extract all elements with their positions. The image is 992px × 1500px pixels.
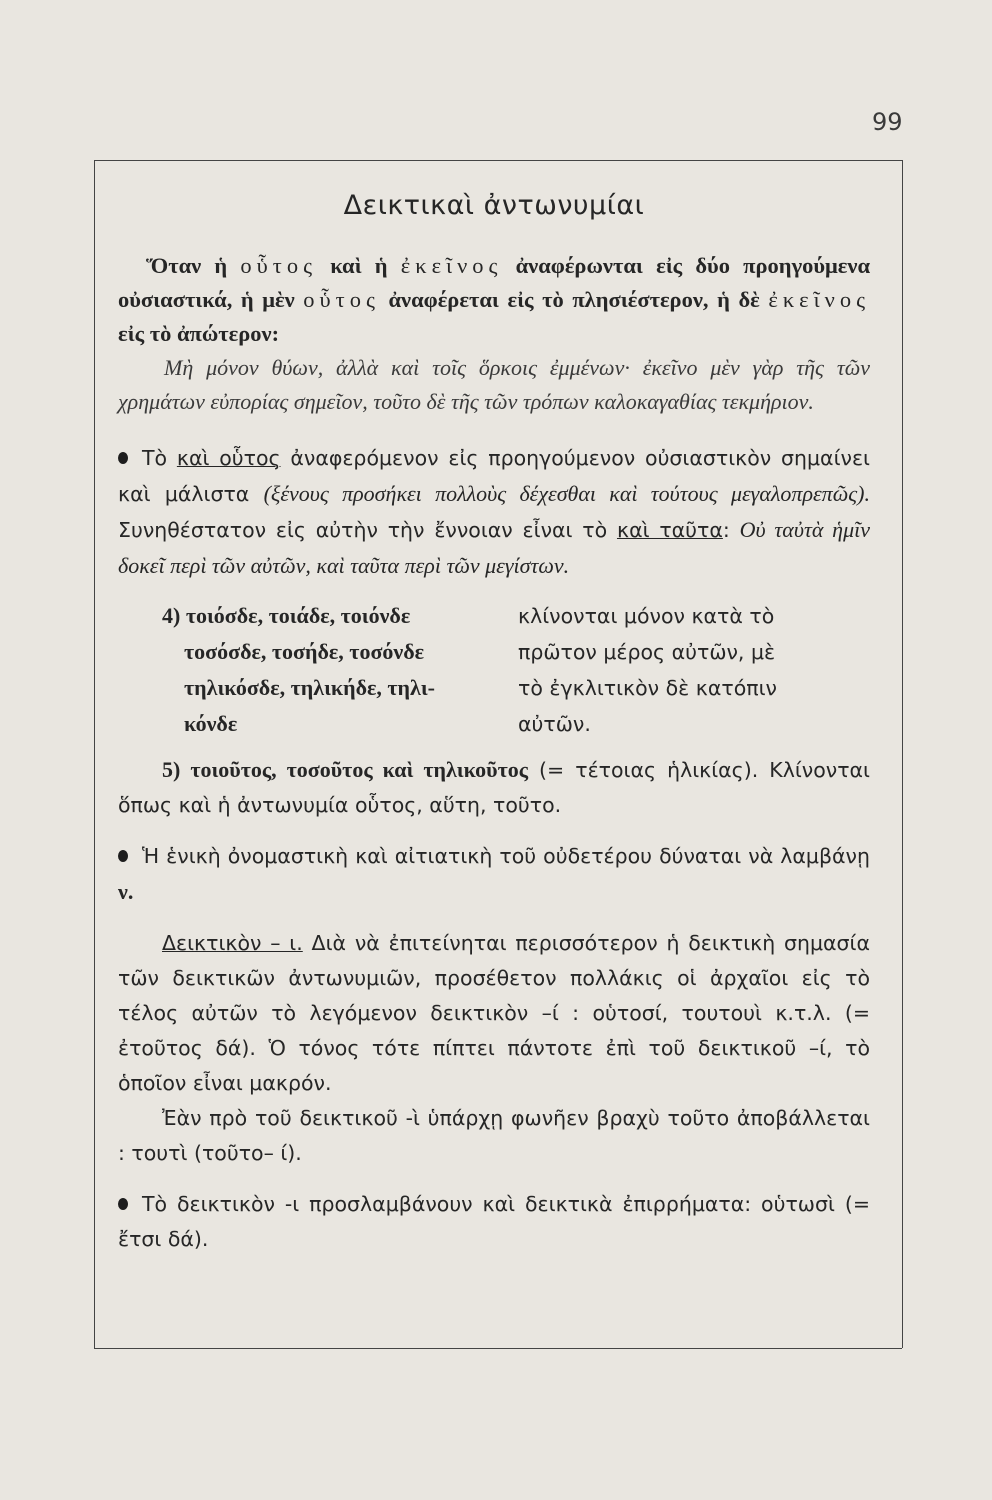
explanation-line: τὸ ἐγκλιτικὸν δὲ κατόπιν xyxy=(518,676,777,700)
bold-letter: ν. xyxy=(118,879,134,904)
explanation-line: κλίνονται μόνον κατὰ τὸ xyxy=(518,604,775,628)
note-text: Τὸ δεικτικὸν -ι προσλαμβάνουν καὶ δεικτικὰ ἐπιρρήματα: οὑτωσὶ (= ἔτσι δά). xyxy=(118,1192,870,1251)
note-text: Ἡ ἑνικὴ ὀνομαστικὴ καὶ αἰτιατικὴ τοῦ οὐδετέρου δύναται νὰ λαμβάνῃ xyxy=(142,844,870,868)
spaced-word: ἐκεῖνος xyxy=(768,287,870,312)
note-kai-houtos xyxy=(118,441,870,584)
rule-text: εἰς τὸ ἀπώτερον: xyxy=(118,321,280,346)
rule-text: ἀναφέρεται εἰς τὸ πλησιέστερον, ἡ δὲ xyxy=(379,287,769,312)
note-text: Συνηθέστατον εἰς αὐτὴν τὴν ἔννοιαν εἶναι τὸ xyxy=(118,518,617,542)
deiktikon-label: Δεικτικὸν – ι. xyxy=(162,931,303,955)
spaced-word: ἐκεῖνος xyxy=(400,253,503,278)
item-4 xyxy=(118,598,870,742)
frame-left xyxy=(94,160,95,1348)
note-text: ἀναφερόμενον εἰς προηγούμενον οὐσιαστικὸν σημαίνει καὶ μάλιστα xyxy=(118,446,870,506)
deiktikon-text: Ἐὰν πρὸ τοῦ δεικτικοῦ -ὶ ὑπάρχῃ φωνῆεν βραχὺ τοῦτο ἀποβάλλεται : τουτὶ (τοῦτο– ί). xyxy=(118,1106,870,1165)
spaced-word: οὗτος xyxy=(303,287,380,312)
rule-text: Ὅταν ἡ xyxy=(146,253,241,278)
italic-example: (ξένους προσήκει πολλοὺς δέχεσθαι καὶ τούτους μεγαλοπρεπῶς). xyxy=(263,481,870,506)
deiktikon-paragraph-2 xyxy=(118,1101,870,1171)
note-adverbs xyxy=(118,1187,870,1257)
underlined-phrase: καὶ ταῦτα xyxy=(616,518,723,542)
frame-bottom xyxy=(94,1348,902,1349)
note-neuter xyxy=(118,839,870,910)
underlined-phrase: καὶ οὗτος xyxy=(176,446,281,470)
explanation-line: πρῶτον μέρος αὐτῶν, μὲ xyxy=(518,640,776,664)
explanation-line: αὐτῶν. xyxy=(518,712,591,736)
item-5-forms: 5) τοιοῦτος, τοσοῦτος καὶ τηλικοῦτος xyxy=(162,757,529,782)
bullet-icon xyxy=(118,1198,128,1210)
page-number: 99 xyxy=(872,108,903,136)
form-line: τηλικόσδε, τηλικήδε, τηλι- xyxy=(184,675,436,700)
form-line: 4) τοιόσδε, τοιάδε, τοιόνδε xyxy=(162,603,411,628)
italic-example: Οὐ ταὐτὰ ἡμῖν δοκεῖ περὶ τῶν αὐτῶν, καὶ ταῦτα περὶ τῶν μεγίστων. xyxy=(118,517,870,578)
frame-top xyxy=(94,160,902,161)
note-text: : xyxy=(722,518,740,542)
note-text: Τὸ xyxy=(142,446,177,470)
spaced-word: οὗτος xyxy=(240,253,317,278)
rule-text: καὶ ἡ xyxy=(317,253,401,278)
item-4-forms xyxy=(118,598,518,742)
item-5 xyxy=(118,752,870,823)
example-quote: Μὴ μόνον θύων, ἀλλὰ καὶ τοῖς ὅρκοις ἐμμένων· ἐκεῖνο μὲν γὰρ τῆς τῶν χρημάτων εὐπορίας σημεῖον, τοῦτο δὲ τῆς τῶν τρόπων καλοκαγαθίας τεκμήριον. xyxy=(118,355,870,414)
form-line: τοσόσδε, τοσήδε, τοσόνδε xyxy=(184,639,425,664)
form-line: κόνδε xyxy=(184,711,238,736)
bullet-icon xyxy=(118,452,128,464)
item-4-explanation xyxy=(518,598,870,742)
section-title: Δεικτικαὶ ἀντωνυμίαι xyxy=(343,190,645,221)
page-content xyxy=(118,190,870,1257)
deiktikon-paragraph xyxy=(118,926,870,1101)
bullet-icon xyxy=(118,850,128,862)
rule-paragraph xyxy=(118,249,870,351)
frame-right xyxy=(902,160,903,1348)
rule-text: ἀναφέρωνται εἰς δύο προηγούμενα οὐσιαστικά, ἡ μὲν xyxy=(118,253,871,312)
deiktikon-text: Διὰ νὰ ἐπιτείνηται περισσότερον ἡ δεικτικὴ σημασία τῶν δεικτικῶν ἀντωνυμιῶν, προσέθετον πολλάκις οἱ ἀρχαῖοι εἰς τὸ τέλος αὐτῶν τὸ λεγόμενον δεικτικὸν –ί : οὑτοσί, τουτουὶ κ.τ.λ. (= ἐτοῦτος δά). Ὁ τόνος τότε πίπτει πάντοτε ἐπὶ τοῦ δεικτικοῦ –ί, τὸ ὁποῖον εἶναι μακρόν. xyxy=(118,931,870,1095)
item-5-text: (= τέτοιας ἡλικίας). Κλίνονται ὅπως καὶ ἡ ἀντωνυμία οὗτος, αὕτη, τοῦτο. xyxy=(118,758,870,817)
